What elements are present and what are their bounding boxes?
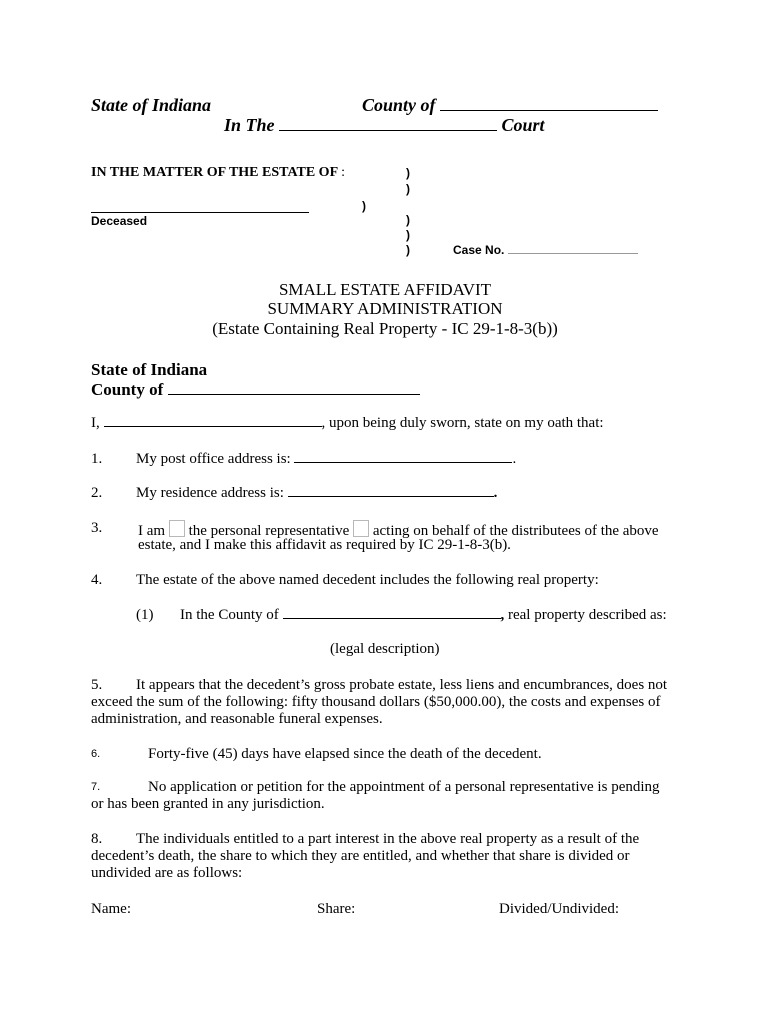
case-no-blank[interactable] bbox=[508, 253, 638, 254]
column-divided-undivided: Divided/Undivided: bbox=[499, 901, 619, 917]
item-7-line-1: No application or petition for the appointment of a personal representative is pending bbox=[148, 779, 660, 795]
sub-1-prefix: In the County of bbox=[180, 607, 279, 623]
title-line-3: (Estate Containing Real Property - IC 29-1-8-3(b)) bbox=[212, 319, 558, 338]
matter-of-estate-label bbox=[91, 165, 345, 181]
residence-address-blank[interactable] bbox=[288, 496, 494, 497]
header-court bbox=[224, 115, 545, 136]
item-4-sub-1-text bbox=[180, 607, 667, 624]
paren-4: ) bbox=[406, 213, 410, 227]
paren-5: ) bbox=[406, 228, 410, 242]
item-3-line-2: estate, and I make this affidavit as required by IC 29-1-8-3(b). bbox=[138, 537, 511, 553]
case-no bbox=[453, 243, 638, 257]
item-5-line-1: It appears that the decedent’s gross probate estate, less liens and encumbrances, does not bbox=[136, 677, 668, 693]
item-4-number: 4. bbox=[91, 572, 103, 588]
post-office-address-blank[interactable] bbox=[294, 462, 512, 463]
personal-representative-checkbox[interactable] bbox=[169, 520, 185, 537]
item-3-acting: acting on behalf of the distributees of the above bbox=[372, 523, 659, 539]
header-county bbox=[362, 95, 658, 116]
legal-description: (legal description) bbox=[330, 641, 440, 657]
header-county-label: County of bbox=[362, 95, 436, 115]
item-1-suffix: . bbox=[512, 451, 517, 467]
item-2-text bbox=[136, 485, 497, 502]
item-2-suffix: . bbox=[493, 485, 498, 501]
item-3-number: 3. bbox=[91, 520, 103, 536]
venue-county-blank[interactable] bbox=[168, 394, 420, 395]
title-line-2: SUMMARY ADMINISTRATION bbox=[267, 299, 503, 318]
item-4-text: The estate of the above named decedent includes the following real property: bbox=[136, 572, 599, 588]
title-line-1: SMALL ESTATE AFFIDAVIT bbox=[278, 280, 492, 299]
sub-1-suffix: real property described as: bbox=[508, 607, 667, 623]
matter-label-text: IN THE MATTER OF THE ESTATE OF bbox=[91, 165, 338, 180]
item-6-text: Forty-five (45) days have elapsed since the death of the decedent. bbox=[148, 746, 542, 762]
item-8-line-3: undivided are as follows: bbox=[91, 865, 243, 881]
affiant-name-blank[interactable] bbox=[104, 426, 322, 427]
item-3-i-am: I am bbox=[138, 523, 166, 539]
item-8-line-1: The individuals entitled to a part interest in the above real property as a result of the bbox=[136, 831, 640, 847]
decedent-name-blank[interactable] bbox=[91, 199, 309, 213]
sub-1-comma: , bbox=[500, 607, 505, 623]
court-blank[interactable] bbox=[279, 130, 497, 131]
oath-line bbox=[91, 415, 604, 432]
property-county-blank[interactable] bbox=[283, 618, 501, 619]
item-2-number: 2. bbox=[91, 485, 103, 501]
item-8-line-2: decedent’s death, the share to which they are entitled, and whether that share is divided or bbox=[91, 848, 630, 864]
venue-county bbox=[91, 380, 420, 400]
matter-colon: : bbox=[341, 165, 345, 180]
case-no-label: Case No. bbox=[453, 243, 505, 257]
header-state: State of Indiana bbox=[91, 95, 212, 115]
item-6-number: 6. bbox=[91, 748, 101, 760]
item-7-line-2: or has been granted in any jurisdiction. bbox=[91, 796, 325, 812]
item-5-number: 5. bbox=[91, 677, 103, 693]
item-8-number: 8. bbox=[91, 831, 103, 847]
item-1-number: 1. bbox=[91, 451, 103, 467]
paren-1: ) bbox=[406, 166, 410, 180]
venue-county-label: County of bbox=[91, 380, 164, 399]
column-share: Share: bbox=[317, 901, 356, 917]
paren-3: ) bbox=[362, 199, 366, 213]
item-7-number: 7. bbox=[91, 781, 101, 793]
item-2-prefix: My residence address is: bbox=[136, 485, 284, 501]
item-1-prefix: My post office address is: bbox=[136, 451, 291, 467]
venue-state: State of Indiana bbox=[91, 360, 208, 379]
item-5-line-3: administration, and reasonable funeral expenses. bbox=[91, 711, 383, 727]
header-court-suffix: Court bbox=[501, 115, 545, 135]
county-blank[interactable] bbox=[440, 110, 658, 111]
paren-6: ) bbox=[406, 243, 410, 257]
item-5-line-2: exceed the sum of the following: fifty thousand dollars ($50,000.00), the costs and expenses of bbox=[91, 694, 661, 710]
distributees-checkbox[interactable] bbox=[353, 520, 369, 537]
column-name: Name: bbox=[91, 901, 131, 917]
item-1-text bbox=[136, 451, 516, 468]
deceased-label: Deceased bbox=[91, 214, 148, 228]
header-court-prefix: In The bbox=[224, 115, 275, 135]
item-4-sub-1-number: (1) bbox=[136, 607, 154, 623]
item-3-personal-rep: the personal representative bbox=[188, 523, 350, 539]
paren-2: ) bbox=[406, 182, 410, 196]
oath-suffix: , upon being duly sworn, state on my oath that: bbox=[321, 415, 604, 431]
oath-prefix: I, bbox=[91, 415, 100, 431]
